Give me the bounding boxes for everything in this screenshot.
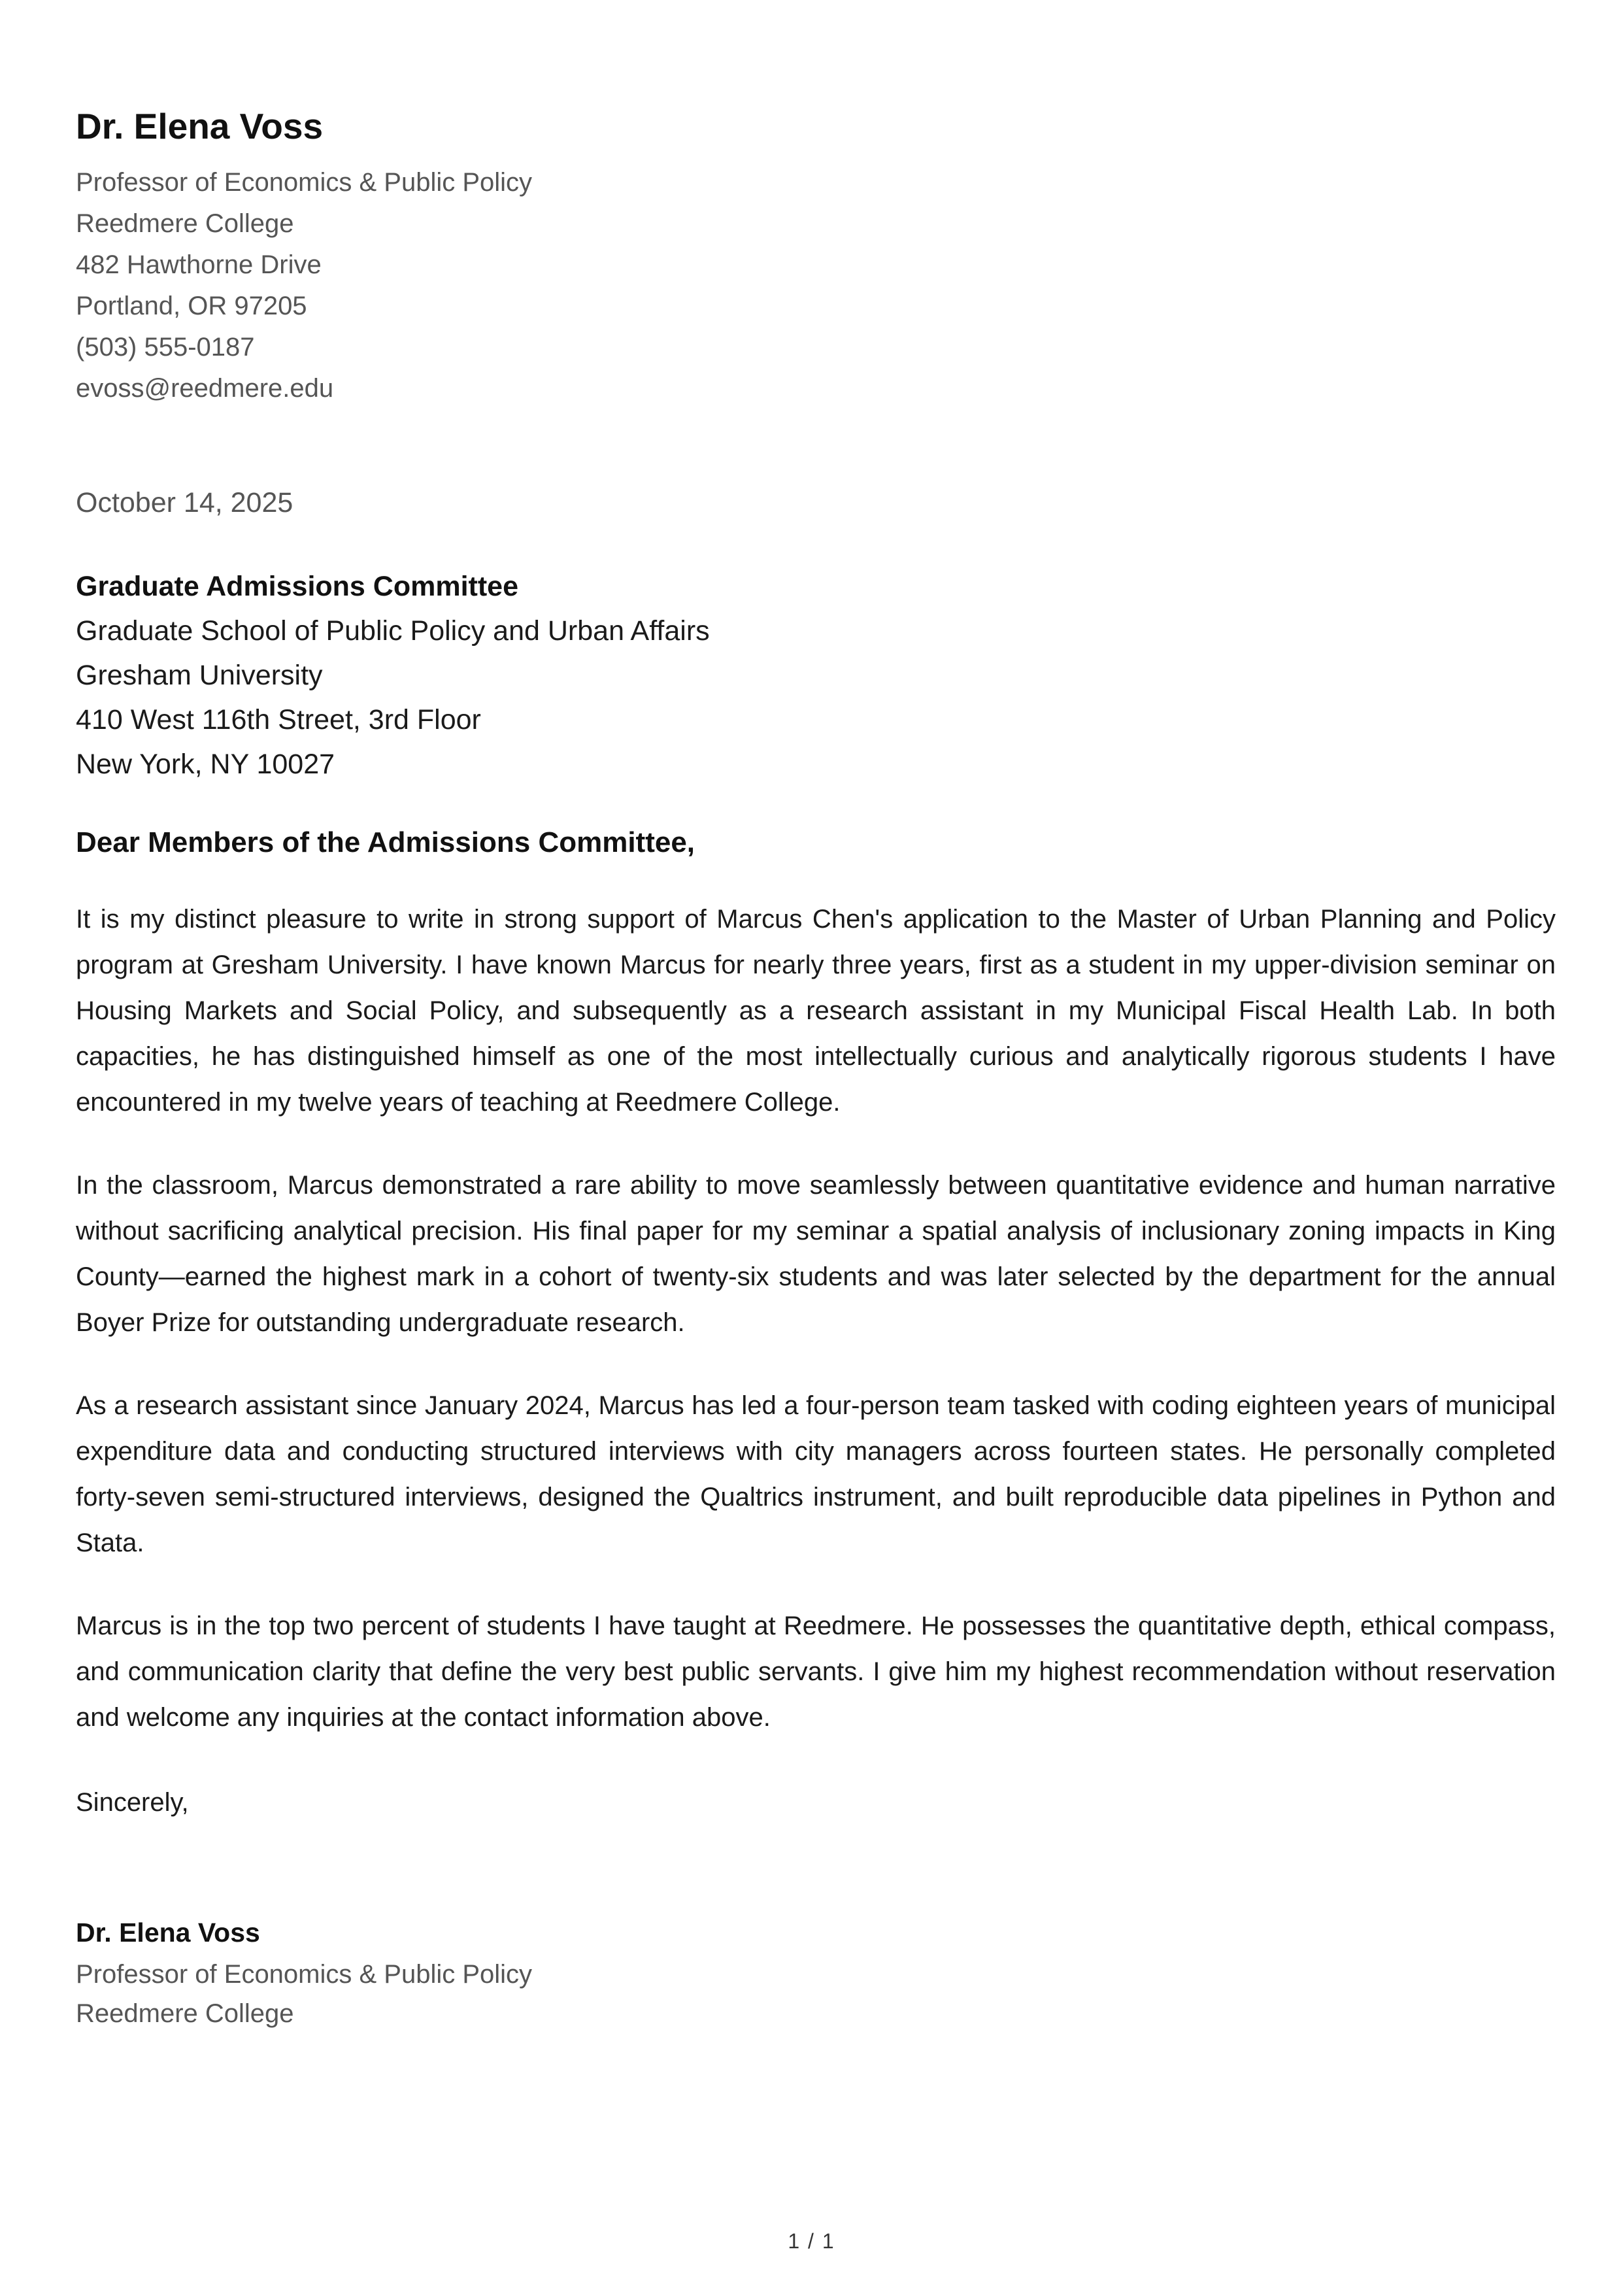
body-paragraph: Marcus is in the top two percent of students I have taught at Reedmere. He possesses the quantitative depth, ethical compass, and communication clarity that define the very best public servants. I give him my highest recommendation without reservation and welcome any inquiries at the contact information above. <box>76 1612 1556 1732</box>
sender-block <box>76 105 1556 409</box>
letter-page <box>76 105 1556 2033</box>
body-paragraph: It is my distinct pleasure to write in strong support of Marcus Chen's application to the Master of Urban Planning and Policy program at Gresham University. I have known Marcus for nearly three years, first as a student in my upper-division seminar on Housing Markets and Social Policy, and subsequently as a research assistant in my Municipal Fiscal Health Lab. In both capacities, he has distinguished himself as one of the most intellectually curious and analytically rigorous students I have encountered in my twelve years of teaching at Reedmere College. <box>76 905 1556 1117</box>
letter-date: October 14, 2025 <box>76 487 293 518</box>
recipient-title: Graduate Admissions Committee <box>76 571 518 602</box>
signature-name: Dr. Elena Voss <box>76 1917 260 1948</box>
sender-city: Portland, OR 97205 <box>76 292 307 320</box>
recipient-block <box>76 564 1556 786</box>
signature-title: Professor of Economics & Public Policy <box>76 1960 533 1989</box>
sender-name: Dr. Elena Voss <box>76 106 324 146</box>
signature-institution: Reedmere College <box>76 1999 294 2028</box>
page-number: 1 / 1 <box>788 2229 835 2253</box>
letter-body <box>76 896 1556 1740</box>
sender-address <box>76 162 1556 409</box>
body-paragraph: In the classroom, Marcus demonstrated a rare ability to move seamlessly between quantitative evidence and human narrative without sacrificing analytical precision. His final paper for my seminar a spatial analysis of inclusionary zoning impacts in King County—earned the highest mark in a cohort of twenty-six students and was later selected by the department for the annual Boyer Prize for outstanding undergraduate research. <box>76 1171 1556 1337</box>
recipient-school: Graduate School of Public Policy and Urban Affairs <box>76 615 710 647</box>
sender-institution: Reedmere College <box>76 209 294 238</box>
recipient-street: 410 West 116th Street, 3rd Floor <box>76 704 481 735</box>
salutation: Dear Members of the Admissions Committee, <box>76 826 695 858</box>
sender-title: Professor of Economics & Public Policy <box>76 168 533 197</box>
sender-phone: (503) 555-0187 <box>76 333 255 362</box>
body-paragraph: As a research assistant since January 2024, Marcus has led a four-person team tasked with coding eighteen years of municipal expenditure data and conducting structured interviews with city managers across fourteen states. He personally completed forty-seven semi-structured interviews, designed the Qualtrics instrument, and built reproducible data pipelines in Python and Stata. <box>76 1391 1556 1557</box>
recipient-city: New York, NY 10027 <box>76 749 335 780</box>
recipient-university: Gresham University <box>76 660 323 691</box>
sender-street: 482 Hawthorne Drive <box>76 250 322 279</box>
sender-email: evoss@reedmere.edu <box>76 374 334 403</box>
closing: Sincerely, <box>76 1788 189 1817</box>
signature-details <box>76 1955 1556 2033</box>
